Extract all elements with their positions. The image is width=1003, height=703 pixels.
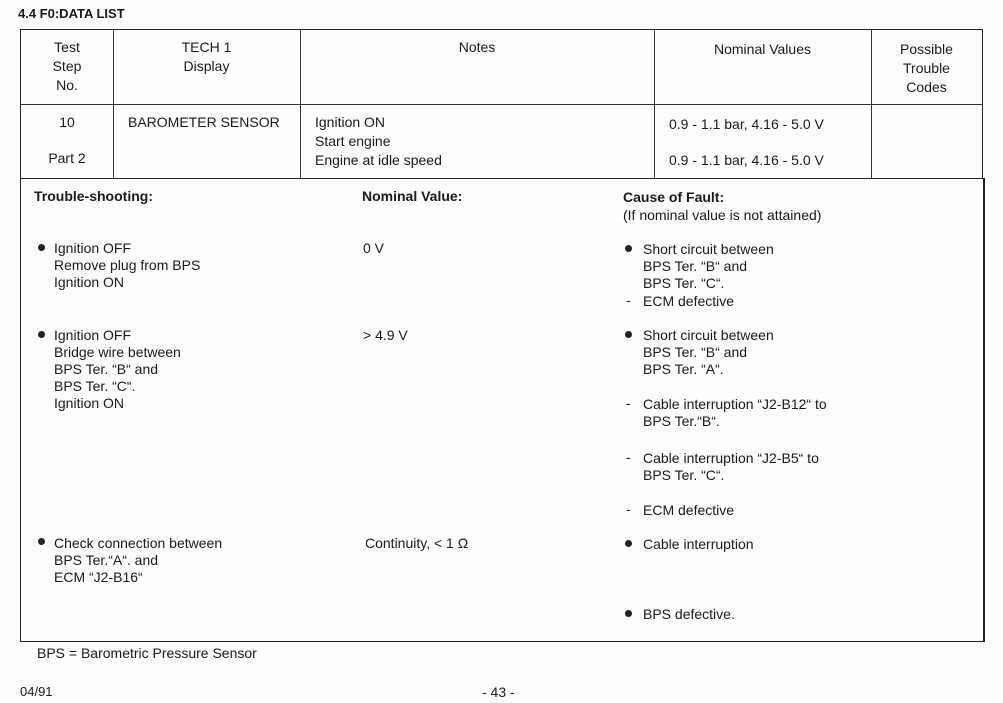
section-title: 4.4 F0:DATA LIST	[18, 6, 125, 21]
dash-icon: -	[626, 501, 631, 517]
cause-of-fault-subheading: (If nominal value is not attained)	[623, 207, 822, 223]
footnote: BPS = Barometric Pressure Sensor	[37, 645, 257, 661]
notes-list: Ignition ON Start engine Engine at idle speed	[315, 114, 442, 168]
troubleshooting-step-1: Ignition OFF Remove plug from BPS Ignition ON	[54, 240, 201, 290]
bullet-icon	[625, 610, 632, 617]
step-2-nominal-value: > 4.9 V	[363, 327, 408, 343]
bullet-icon	[625, 245, 632, 252]
step-2-cause-1: Short circuit between BPS Ter. “B“ and BPS Ter. “A“.	[643, 327, 774, 377]
step-1-cause-2: ECM defective	[643, 293, 735, 309]
step-1-cause-1: Short circuit between BPS Ter. “B“ and BPS Ter. “C“.	[643, 241, 774, 291]
header-tech1-display: TECH 1 Display	[181, 39, 232, 74]
step-2-cause-2: Cable interruption “J2-B12“ to BPS Ter.“B“.	[643, 396, 827, 429]
troubleshooting-step-3: Check connection between BPS Ter.“A“. and ECM “J2-B16“	[54, 535, 223, 585]
nominal-value-1: 0.9 - 1.1 bar, 4.16 - 5.0 V	[669, 116, 824, 132]
dash-icon: -	[626, 395, 631, 411]
bullet-icon	[38, 331, 45, 338]
tech1-display-value: BAROMETER SENSOR	[128, 114, 280, 130]
step-1-nominal-value: 0 V	[363, 240, 385, 256]
header-test-step: Test Step No.	[52, 39, 82, 93]
step-number: 10	[59, 114, 75, 130]
step-3-cause-2: BPS defective.	[643, 606, 735, 622]
step-3-cause-1: Cable interruption	[643, 536, 754, 552]
bullet-icon	[625, 331, 632, 338]
header-nominal-values: Nominal Values	[713, 41, 811, 57]
header-trouble-codes: Possible Trouble Codes	[900, 41, 953, 95]
bullet-icon	[38, 538, 45, 545]
page-number: - 43 -	[482, 684, 515, 700]
step-2-cause-3: Cable interruption “J2-B5“ to BPS Ter. “C“.	[643, 450, 819, 483]
troubleshooting-box-edge	[983, 178, 985, 642]
cause-of-fault-heading: Cause of Fault:	[623, 189, 725, 205]
bullet-icon	[625, 540, 632, 547]
bullet-icon	[38, 244, 45, 251]
data-list-table	[20, 29, 983, 179]
footer-date: 04/91	[20, 684, 53, 699]
dash-icon: -	[626, 449, 631, 465]
step-part: Part 2	[48, 150, 86, 166]
troubleshooting-step-2: Ignition OFF Bridge wire between BPS Ter. “B“ and BPS Ter. “C“. Ignition ON	[54, 327, 181, 411]
header-notes: Notes	[458, 39, 496, 55]
step-2-cause-4: ECM defective	[643, 502, 735, 518]
step-3-nominal-value: Continuity, < 1 Ω	[365, 535, 469, 551]
dash-icon: -	[626, 292, 631, 308]
nominal-value-2: 0.9 - 1.1 bar, 4.16 - 5.0 V	[669, 152, 824, 168]
nominal-value-heading: Nominal Value:	[362, 188, 463, 204]
troubleshooting-heading: Trouble-shooting:	[34, 188, 153, 204]
